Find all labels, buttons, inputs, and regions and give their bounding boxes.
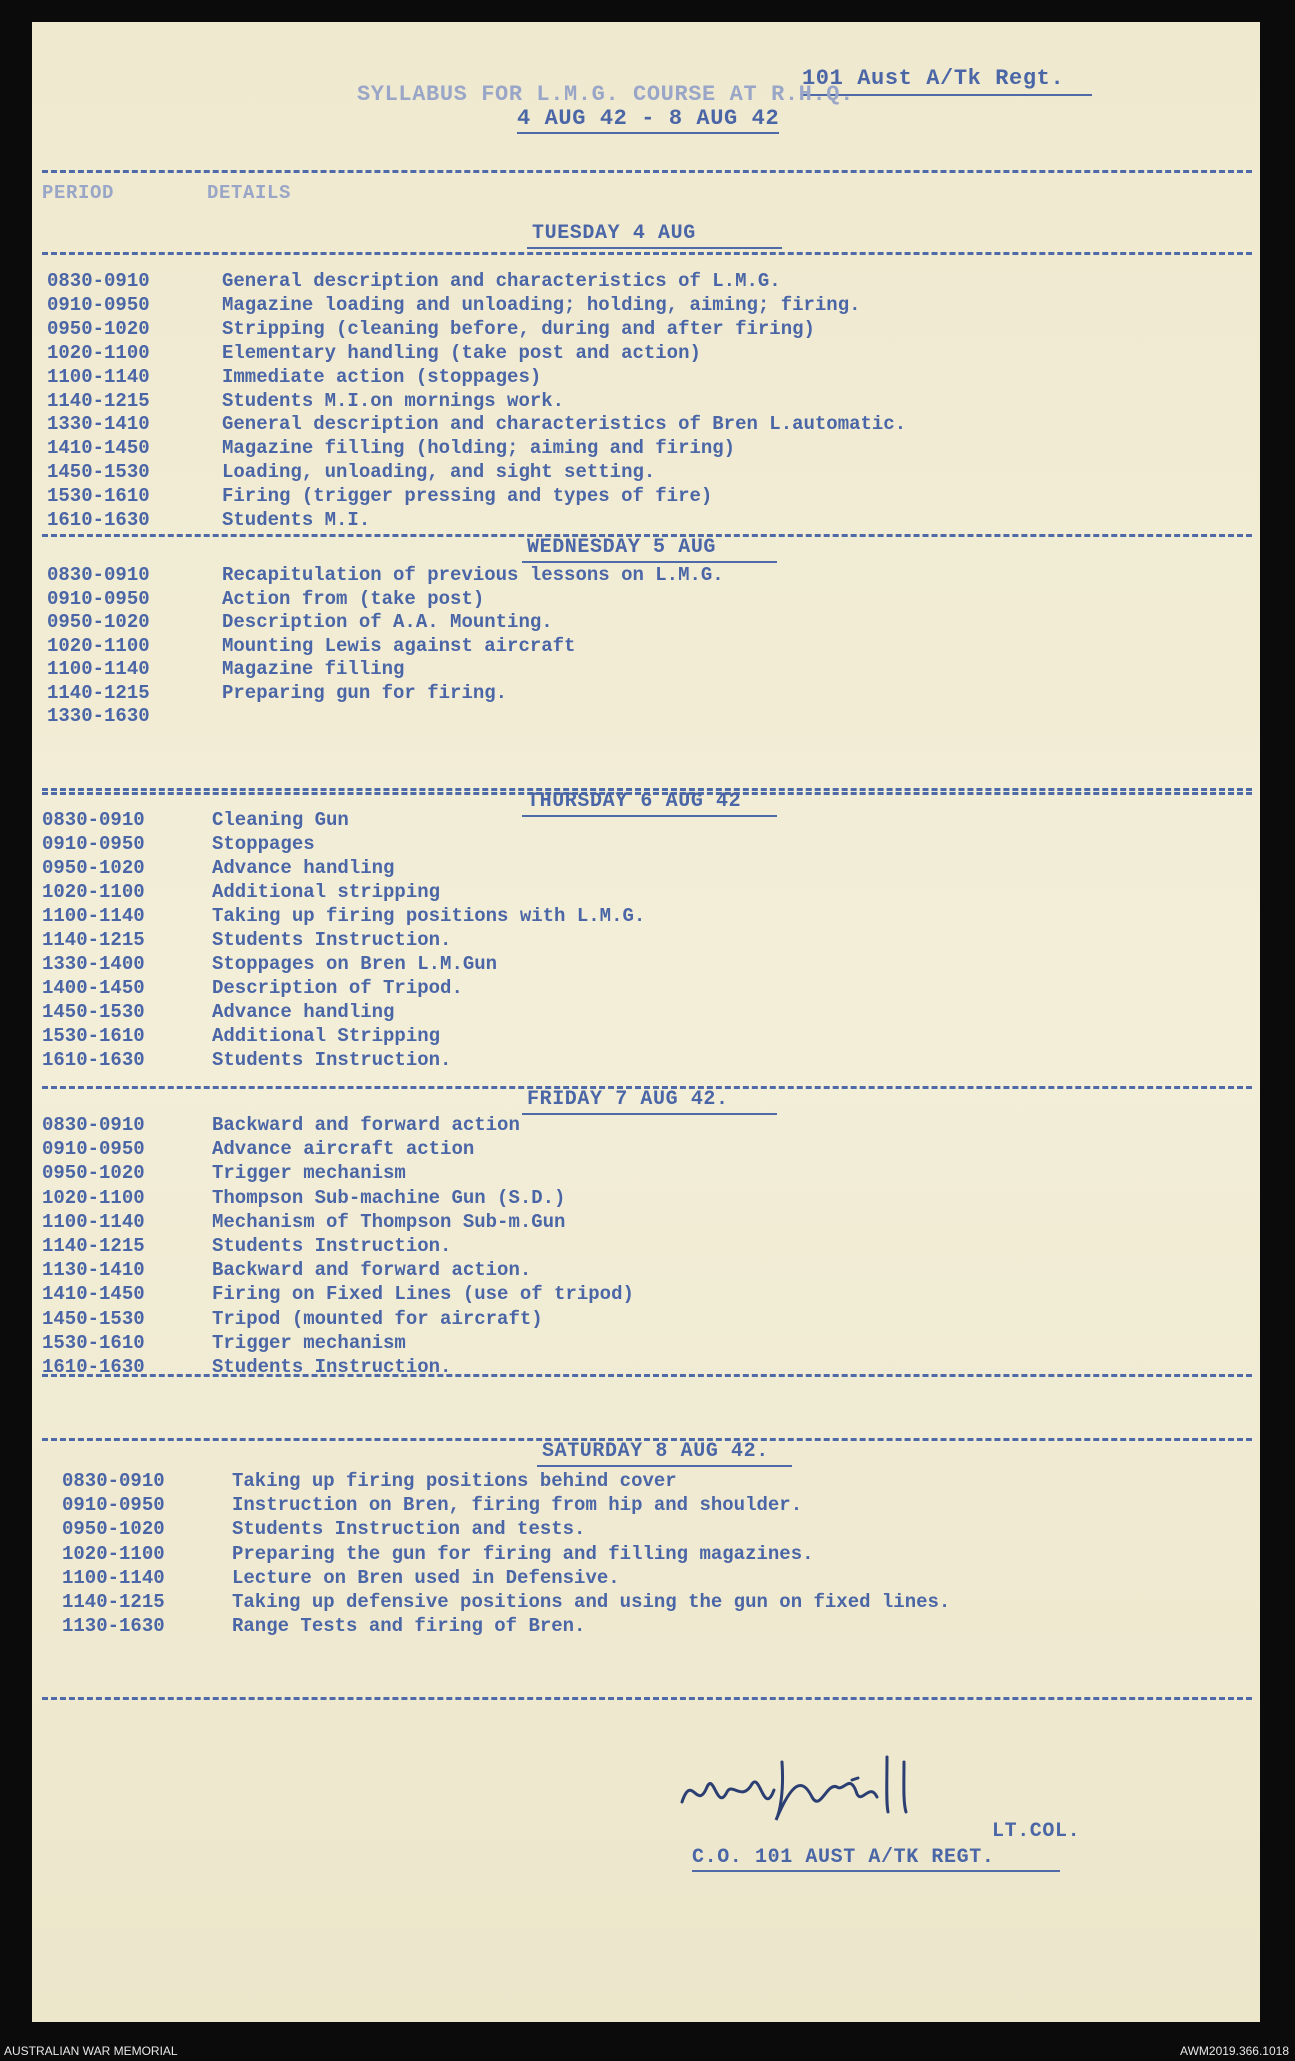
period-time: 1020-1100 — [47, 341, 150, 364]
period-detail: Cleaning Gun — [212, 809, 349, 831]
period-time: 0910-0950 — [42, 1138, 145, 1161]
period-detail: Instruction on Bren, firing from hip and shoulder. — [232, 1494, 803, 1517]
header-rule — [42, 170, 1252, 173]
period-time: 0910-0950 — [47, 587, 150, 610]
period-detail: Taking up firing positions with L.M.G. — [212, 905, 646, 927]
day-separator-rule — [42, 788, 1252, 791]
signature-rank: LT.COL. — [992, 1820, 1081, 1843]
document-title: SYLLABUS FOR L.M.G. COURSE AT R.H.Q. — [357, 82, 854, 107]
period-detail: Students Instruction. — [212, 929, 452, 951]
day-heading-underline — [522, 1113, 777, 1115]
section-end-rule — [42, 1374, 1252, 1377]
unit-reference: 101 Aust A/Tk Regt. — [802, 66, 1065, 91]
period-time: 1450-1530 — [42, 1307, 145, 1330]
period-time: 0830-0910 — [47, 270, 150, 292]
period-detail: Advance aircraft action — [212, 1138, 475, 1161]
period-detail: Elementary handling (take post and action) — [222, 341, 701, 364]
period-time: 0950-1020 — [47, 611, 150, 633]
period-time: 1610-1630 — [42, 1049, 145, 1071]
period-time: 1100-1140 — [42, 1210, 145, 1233]
period-time: 1330-1400 — [42, 953, 145, 975]
period-detail: General description and characteristics of Bren L.automatic. — [222, 413, 907, 436]
period-detail: Immediate action (stoppages) — [222, 365, 542, 388]
period-detail: Range Tests and firing of Bren. — [232, 1615, 586, 1638]
closing-rule — [42, 1697, 1252, 1700]
period-detail: Advance handling — [212, 1001, 395, 1023]
day-heading: SATURDAY 8 AUG 42. — [542, 1440, 769, 1463]
period-detail: Magazine filling (holding; aiming and firing) — [222, 437, 736, 460]
column-header-details: DETAILS — [207, 182, 292, 204]
dates-underline — [517, 132, 779, 134]
period-time: 0950-1020 — [42, 1162, 145, 1185]
period-detail: Description of Tripod. — [212, 977, 463, 999]
day-heading: FRIDAY 7 AUG 42. — [527, 1088, 729, 1111]
period-time: 1530-1610 — [42, 1025, 145, 1047]
period-time: 1330-1410 — [47, 413, 150, 436]
period-detail: Firing on Fixed Lines (use of tripod) — [212, 1283, 634, 1306]
period-time: 1530-1610 — [47, 485, 150, 508]
period-time: 1140-1215 — [42, 929, 145, 951]
period-time: 0830-0910 — [42, 809, 145, 831]
period-time: 0910-0950 — [47, 293, 150, 316]
period-time: 1410-1450 — [47, 437, 150, 460]
period-detail: Thompson Sub-machine Gun (S.D.) — [212, 1186, 566, 1209]
day-separator-rule — [42, 534, 1252, 537]
period-time: 0950-1020 — [47, 317, 150, 340]
period-detail: Description of A.A. Mounting. — [222, 611, 553, 633]
period-time: 1410-1450 — [42, 1283, 145, 1306]
period-detail: Trigger mechanism — [212, 1162, 406, 1185]
period-time: 1140-1215 — [42, 1235, 145, 1257]
signature — [672, 1742, 1012, 1832]
period-time: 1140-1215 — [47, 681, 150, 704]
period-detail: Students Instruction. — [212, 1049, 452, 1071]
period-time: 1530-1610 — [42, 1331, 145, 1354]
period-detail: Trigger mechanism — [212, 1331, 406, 1354]
period-time: 1140-1215 — [62, 1591, 165, 1613]
period-time: 0910-0950 — [42, 833, 145, 855]
archive-footer — [0, 2036, 1295, 2061]
period-time: 1020-1100 — [47, 634, 150, 657]
period-time: 1100-1140 — [47, 365, 150, 388]
day-separator-rule — [42, 1438, 1252, 1441]
period-time: 1130-1630 — [62, 1615, 165, 1638]
period-time: 0950-1020 — [62, 1518, 165, 1541]
appointment-underline — [692, 1870, 1060, 1872]
period-detail: Stoppages on Bren L.M.Gun — [212, 953, 498, 975]
day-heading: THURSDAY 6 AUG 42 — [527, 790, 742, 813]
period-time: 1610-1630 — [42, 1356, 145, 1378]
period-detail: Loading, unloading, and sight setting. — [222, 461, 656, 484]
period-time: 1130-1410 — [42, 1259, 145, 1282]
period-time: 1450-1530 — [42, 1001, 145, 1023]
period-detail: Preparing the gun for firing and filling magazines. — [232, 1542, 814, 1565]
period-time: 0830-0910 — [47, 564, 150, 586]
day-heading: WEDNESDAY 5 AUG — [527, 536, 717, 559]
period-detail: Students M.I.on mornings work. — [222, 389, 565, 412]
period-detail: Lecture on Bren used in Defensive. — [232, 1566, 620, 1589]
period-detail: Additional stripping — [212, 881, 441, 903]
period-detail: Backward and forward action — [212, 1114, 520, 1136]
period-time: 1100-1140 — [47, 658, 150, 680]
day-heading-underline — [522, 815, 777, 817]
period-detail: Taking up defensive positions and using the gun on fixed lines. — [232, 1591, 951, 1613]
period-detail: Mounting Lewis against aircraft — [222, 634, 576, 657]
day-heading: TUESDAY 4 AUG — [532, 222, 696, 245]
period-detail: Tripod (mounted for aircraft) — [212, 1307, 543, 1330]
day-heading-underline — [537, 1465, 792, 1467]
period-time: 0910-0950 — [62, 1494, 165, 1517]
day-heading-underline — [522, 561, 777, 563]
period-detail: Students Instruction. — [212, 1235, 452, 1257]
day-separator-rule — [42, 252, 1252, 255]
day-separator-rule — [42, 1086, 1252, 1089]
period-time: 1400-1450 — [42, 977, 145, 999]
period-detail: Preparing gun for firing. — [222, 681, 508, 704]
period-detail: Firing (trigger pressing and types of fire) — [222, 485, 713, 508]
signature-appointment: C.O. 101 AUST A/TK REGT. — [692, 1846, 995, 1869]
period-detail: Students Instruction. — [212, 1356, 452, 1378]
footer-accession: AWM2019.366.1018 — [1180, 2044, 1289, 2058]
period-time: 1100-1140 — [42, 905, 145, 927]
period-time: 1020-1100 — [62, 1542, 165, 1565]
period-detail: Students Instruction and tests. — [232, 1518, 586, 1541]
period-time: 0830-0910 — [42, 1114, 145, 1136]
period-time: 1100-1140 — [62, 1566, 165, 1589]
period-detail: Recapitulation of previous lessons on L.M.G. — [222, 564, 724, 586]
document-dates: 4 AUG 42 - 8 AUG 42 — [517, 106, 780, 131]
period-time: 1140-1215 — [47, 389, 150, 412]
period-detail: Stoppages — [212, 833, 315, 855]
period-time: 0830-0910 — [62, 1470, 165, 1492]
period-time: 1020-1100 — [42, 881, 145, 903]
period-detail: Students M.I. — [222, 509, 371, 531]
footer-institution: AUSTRALIAN WAR MEMORIAL — [4, 2044, 178, 2058]
period-detail: Advance handling — [212, 857, 395, 879]
period-detail: Mechanism of Thompson Sub-m.Gun — [212, 1210, 566, 1233]
column-header-period: PERIOD — [42, 182, 115, 204]
period-time: 1330-1630 — [47, 705, 150, 727]
period-detail: Backward and forward action. — [212, 1259, 532, 1282]
period-time: 1450-1530 — [47, 461, 150, 484]
period-detail: Taking up firing positions behind cover — [232, 1470, 677, 1492]
period-detail: Action from (take post) — [222, 587, 485, 610]
period-detail: Magazine loading and unloading; holding, aiming; firing. — [222, 293, 861, 316]
period-time: 1610-1630 — [47, 509, 150, 531]
period-time: 0950-1020 — [42, 857, 145, 879]
period-detail: Stripping (cleaning before, during and after firing) — [222, 317, 815, 340]
period-detail: General description and characteristics of L.M.G. — [222, 270, 781, 292]
period-detail: Additional Stripping — [212, 1025, 441, 1047]
period-detail: Magazine filling — [222, 658, 405, 680]
period-time: 1020-1100 — [42, 1186, 145, 1209]
day-heading-underline — [527, 247, 782, 249]
document-page — [32, 22, 1260, 2022]
